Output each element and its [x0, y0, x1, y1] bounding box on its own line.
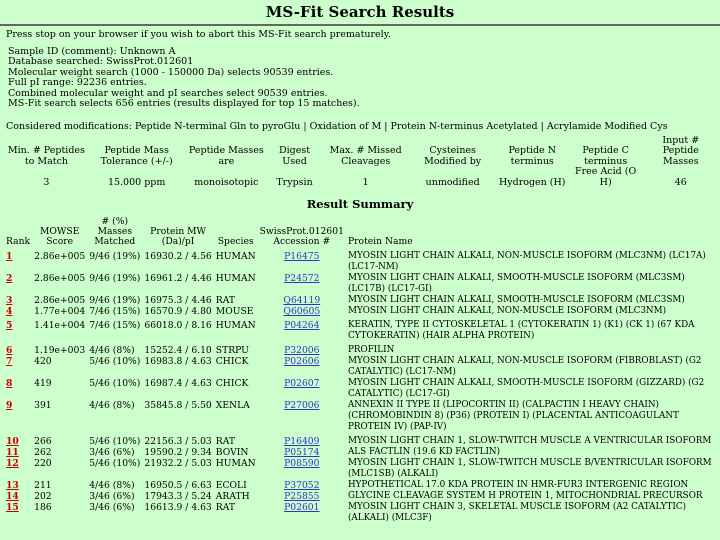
param-header: Digest Used — [279, 145, 311, 167]
masses-matched-cell: 5/46 (10%) — [89, 378, 141, 390]
score-cell: 2.86e+005 — [34, 251, 86, 263]
masses-matched-cell: 5/46 (10%) — [89, 436, 141, 448]
accession-link[interactable]: P05174 — [284, 447, 320, 459]
species-cell: HUMAN — [215, 458, 256, 470]
masses-matched-cell: 3/46 (6%) — [89, 447, 135, 459]
mw-pi-cell: 19590.2 / 9.34 — [144, 447, 212, 459]
rank-link[interactable]: 2 — [6, 273, 13, 285]
params-header-row — [4, 136, 720, 167]
protein-name-cell: MYOSIN LIGHT CHAIN ALKALI, NON-MUSCLE ISOFORM (FIBROBLAST) (G2 CATALYTIC) (LC17-NM) — [347, 356, 702, 378]
protein-name-cell: MYOSIN LIGHT CHAIN ALKALI, SMOOTH-MUSCLE ISOFORM (MLC3SM) — [347, 295, 685, 306]
species-cell: HUMAN — [215, 320, 256, 332]
param-value: 46 — [674, 176, 687, 188]
species-cell: MOUSE — [215, 306, 254, 318]
accession-cell — [258, 433, 346, 447]
accession-cell — [258, 378, 346, 400]
accession-link[interactable]: P37052 — [284, 480, 320, 492]
accession-link[interactable]: P32006 — [284, 345, 320, 357]
param-value: 3 — [43, 176, 50, 188]
accession-cell — [258, 248, 346, 273]
score-cell: 419 — [34, 378, 52, 390]
accession-link[interactable]: P27006 — [284, 400, 320, 412]
rank-cell — [4, 317, 32, 342]
abort-note: Press stop on your browser if you wish to abort this MS-Fit search prematurely. — [6, 29, 391, 40]
param-header: Peptide N terminus — [508, 145, 557, 167]
protein-name-cell: MYOSIN LIGHT CHAIN ALKALI, SMOOTH-MUSCLE ISOFORM (GIZZARD) (G2 CATALYTIC) (LC17-GI) — [347, 378, 705, 400]
table-row — [4, 273, 720, 295]
score-cell: 202 — [34, 491, 52, 503]
masses-matched-cell: 9/46 (19%) — [89, 295, 141, 307]
score-cell: 1.77e+004 — [34, 306, 86, 318]
col-header-masses: # (%) Masses Matched — [94, 216, 136, 247]
rank-link[interactable]: 6 — [6, 345, 13, 357]
rank-link[interactable]: 15 — [6, 502, 19, 514]
accession-link[interactable]: P02607 — [284, 378, 320, 390]
param-value: 15.000 ppm — [107, 176, 166, 188]
results-body — [4, 248, 720, 524]
accession-cell — [258, 356, 346, 378]
param-header: Peptide C terminus — [582, 145, 629, 167]
rank-link[interactable]: 13 — [6, 480, 19, 492]
species-cell: BOVIN — [215, 447, 249, 459]
rank-cell — [4, 306, 32, 317]
page-title: MS-Fit Search Results — [265, 3, 455, 21]
species-cell: HUMAN — [215, 273, 256, 285]
species-cell: RAT — [215, 502, 235, 514]
mw-pi-cell: 22156.3 / 5.03 — [144, 436, 212, 448]
score-cell: 186 — [34, 502, 52, 514]
species-cell: RAT — [215, 295, 235, 307]
rank-link[interactable]: 3 — [6, 295, 13, 307]
col-header-species: Species — [217, 235, 254, 247]
rank-cell — [4, 378, 32, 400]
table-row — [4, 306, 720, 317]
accession-cell — [258, 447, 346, 458]
results-table — [4, 217, 720, 524]
rank-cell — [4, 502, 32, 524]
score-cell: 391 — [34, 400, 52, 412]
rank-cell — [4, 433, 32, 447]
search-parameters-table — [4, 136, 720, 188]
param-value: Hydrogen (H) — [498, 176, 566, 188]
title-divider — [0, 24, 720, 26]
accession-cell — [258, 400, 346, 433]
accession-cell — [258, 342, 346, 356]
table-row — [4, 458, 720, 480]
accession-cell — [258, 273, 346, 295]
table-row — [4, 295, 720, 306]
mw-pi-cell: 16961.2 / 4.46 — [144, 273, 212, 285]
accession-link[interactable]: P25855 — [284, 491, 320, 503]
score-cell: 1.19e+003 — [34, 345, 86, 357]
accession-cell — [258, 317, 346, 342]
table-row — [4, 400, 720, 433]
accession-link[interactable]: P24572 — [284, 273, 320, 285]
rank-cell — [4, 295, 32, 306]
param-value: 1 — [362, 176, 369, 188]
masses-matched-cell: 7/46 (15%) — [89, 320, 141, 332]
info-line: Molecular weight search (1000 - 150000 Da) selects 90539 entries. — [8, 66, 334, 78]
param-value: Trypsin — [276, 176, 313, 188]
mw-pi-cell: 15252.4 / 6.10 — [144, 345, 212, 357]
masses-matched-cell: 5/46 (10%) — [89, 356, 141, 368]
accession-link[interactable]: P04264 — [284, 320, 320, 332]
species-cell: ARATH — [215, 491, 250, 503]
accession-link[interactable]: P08590 — [284, 458, 320, 470]
rank-link[interactable]: 11 — [6, 447, 19, 459]
param-value: unmodified — [425, 176, 480, 188]
species-cell: XENLA — [215, 400, 250, 412]
search-info — [8, 47, 720, 110]
param-header: Cysteines Modified by — [424, 145, 482, 167]
mw-pi-cell: 17943.3 / 5.24 — [144, 491, 212, 503]
score-cell: 211 — [34, 480, 52, 492]
accession-link[interactable]: P02601 — [284, 502, 320, 514]
table-row — [4, 317, 720, 342]
rank-link[interactable]: 10 — [6, 436, 19, 448]
protein-name-cell: MYOSIN LIGHT CHAIN ALKALI, NON-MUSCLE ISOFORM (MLC3NM) — [347, 306, 667, 317]
param-header: Peptide Masses are — [188, 145, 264, 167]
rank-link[interactable]: 14 — [6, 491, 19, 503]
accession-cell — [258, 458, 346, 480]
score-cell: 420 — [34, 356, 52, 368]
rank-link[interactable]: 4 — [6, 306, 13, 318]
rank-cell — [4, 342, 32, 356]
rank-cell — [4, 273, 32, 295]
col-header-accession: SwissProt.012601 Accession # — [259, 225, 344, 247]
score-cell: 266 — [34, 436, 52, 448]
masses-matched-cell: 3/46 (6%) — [89, 502, 135, 514]
mw-pi-cell: 16930.2 / 4.56 — [144, 251, 212, 263]
mw-pi-cell: 16950.5 / 6.63 — [144, 480, 212, 492]
mw-pi-cell: 16570.9 / 4.80 — [144, 306, 212, 318]
species-cell: ECOLI — [215, 480, 247, 492]
protein-name-cell: MYOSIN LIGHT CHAIN 1, SLOW-TWITCH MUSCLE B/VENTRICULAR ISOFORM (MLC1SB) (ALKALI) — [347, 458, 712, 480]
masses-matched-cell: 7/46 (15%) — [89, 306, 141, 318]
table-row — [4, 491, 720, 502]
table-row — [4, 502, 720, 524]
info-line: Full pI range: 92236 entries. — [8, 77, 147, 89]
protein-name-cell: ALS FACTLIN (19.6 KD FACTLIN) — [347, 447, 501, 458]
protein-name-cell: ANNEXIN II TYPE II (LIPOCORTIN II) (CALPACTIN I HEAVY CHAIN) (CHROMOBINDIN 8) (P36) (PROTEIN I) (PLACENTAL ANTICOAGULANT PROTEIN IV) (PAP-IV) — [347, 400, 679, 433]
species-cell: CHICK — [215, 356, 249, 368]
accession-cell — [258, 491, 346, 502]
rank-cell — [4, 480, 32, 491]
mw-pi-cell: 16983.8 / 4.63 — [144, 356, 212, 368]
rank-cell — [4, 356, 32, 378]
mw-pi-cell: 16987.4 / 4.63 — [144, 378, 212, 390]
masses-matched-cell: 9/46 (19%) — [89, 273, 141, 285]
params-value-row — [4, 167, 720, 188]
accession-link[interactable]: P16409 — [284, 436, 320, 448]
param-header: Max. # Missed Cleavages — [329, 145, 402, 167]
mw-pi-cell: 35845.8 / 5.50 — [144, 400, 212, 412]
accession-cell — [258, 502, 346, 524]
table-row — [4, 356, 720, 378]
param-header: Input # Peptide Masses — [662, 134, 700, 167]
info-line: Combined molecular weight and pI searches select 90539 entries. — [8, 87, 328, 99]
table-row — [4, 248, 720, 273]
rank-cell — [4, 400, 32, 433]
param-value: monoisotopic — [194, 176, 259, 188]
rank-link[interactable]: 9 — [6, 400, 13, 412]
mw-pi-cell: 16975.3 / 4.46 — [144, 295, 212, 307]
result-summary-title: Result Summary — [306, 197, 414, 212]
info-line: Sample ID (comment): Unknown A — [8, 45, 176, 57]
species-cell: CHICK — [215, 378, 249, 390]
accession-cell — [258, 480, 346, 491]
param-header: Min. # Peptides to Match — [7, 145, 85, 167]
table-row — [4, 433, 720, 447]
score-cell: 220 — [34, 458, 52, 470]
rank-cell — [4, 447, 32, 458]
table-row — [4, 447, 720, 458]
info-line: Database searched: SwissProt.012601 — [8, 56, 194, 68]
accession-link[interactable]: Q60605 — [283, 306, 321, 318]
rank-link[interactable]: 7 — [6, 356, 13, 368]
species-cell: RAT — [215, 436, 235, 448]
masses-matched-cell: 4/46 (8%) — [89, 345, 135, 357]
score-cell: 262 — [34, 447, 52, 459]
rank-cell — [4, 458, 32, 480]
masses-matched-cell: 4/46 (8%) — [89, 400, 135, 412]
rank-cell — [4, 491, 32, 502]
accession-cell — [258, 295, 346, 306]
param-value: Free Acid (O H) — [575, 166, 637, 188]
protein-name-cell: MYOSIN LIGHT CHAIN ALKALI, SMOOTH-MUSCLE ISOFORM (MLC3SM) (LC17B) (LC17-GI) — [347, 273, 685, 295]
score-cell: 2.86e+005 — [34, 273, 86, 285]
table-row — [4, 378, 720, 400]
protein-name-cell: MYOSIN LIGHT CHAIN 1, SLOW-TWITCH MUSCLE A VENTRICULAR ISOFORM — [347, 436, 712, 447]
masses-matched-cell: 4/46 (8%) — [89, 480, 135, 492]
accession-link[interactable]: P16475 — [284, 251, 320, 263]
considered-modifications: Considered modifications: Peptide N-terminal Gln to pyroGlu | Oxidation of M | Protein N-terminus Acetylated | Acrylamide Modified Cys — [6, 120, 668, 132]
mw-pi-cell: 21932.2 / 5.03 — [144, 458, 212, 470]
col-header-rank: Rank — [6, 235, 31, 247]
protein-name-cell: KERATIN, TYPE II CYTOSKELETAL 1 (CYTOKERATIN 1) (K1) (CK 1) (67 KDA CYTOKERATIN) (HAIR ALPHA PROTEIN) — [347, 320, 695, 342]
results-header-row — [4, 217, 720, 248]
rank-cell — [4, 248, 32, 273]
protein-name-cell: MYOSIN LIGHT CHAIN ALKALI, NON-MUSCLE ISOFORM (MLC3NM) (LC17A) (LC17-NM) — [347, 251, 706, 273]
species-cell: HUMAN — [215, 251, 256, 263]
masses-matched-cell: 3/46 (6%) — [89, 491, 135, 503]
score-cell: 2.86e+005 — [34, 295, 86, 307]
mw-pi-cell: 16613.9 / 4.63 — [144, 502, 212, 514]
protein-name-cell: PROFILIN — [347, 345, 395, 356]
protein-name-cell: HYPOTHETICAL 17.0 KDA PROTEIN IN HMR-FUR3 INTERGENIC REGION — [347, 480, 689, 491]
masses-matched-cell: 5/46 (10%) — [89, 458, 141, 470]
col-header-name: Protein Name — [347, 235, 413, 247]
rank-link[interactable]: 8 — [6, 378, 13, 390]
accession-cell — [258, 306, 346, 317]
protein-name-cell: MYOSIN LIGHT CHAIN 3, SKELETAL MUSCLE ISOFORM (A2 CATALYTIC) (ALKALI) (MLC3F) — [347, 502, 687, 524]
masses-matched-cell: 9/46 (19%) — [89, 251, 141, 263]
table-row — [4, 480, 720, 491]
mw-pi-cell: 66018.0 / 8.16 — [144, 320, 212, 332]
protein-name-cell: GLYCINE CLEAVAGE SYSTEM H PROTEIN 1, MITOCHONDRIAL PRECURSOR — [347, 491, 703, 502]
col-header-mw-pi: Protein MW (Da)/pI — [150, 225, 207, 247]
rank-link[interactable]: 1 — [6, 251, 13, 263]
accession-link[interactable]: Q64119 — [283, 295, 321, 307]
score-cell: 1.41e+004 — [34, 320, 86, 332]
rank-link[interactable]: 12 — [6, 458, 19, 470]
accession-link[interactable]: P02606 — [284, 356, 320, 368]
species-cell: STRPU — [215, 345, 249, 357]
col-header-score: MOWSE Score — [39, 225, 80, 247]
param-header: Peptide Mass Tolerance (+/-) — [100, 145, 173, 167]
table-row — [4, 342, 720, 356]
info-line: MS-Fit search selects 656 entries (results displayed for top 15 matches). — [8, 98, 360, 110]
rank-link[interactable]: 5 — [6, 320, 13, 332]
